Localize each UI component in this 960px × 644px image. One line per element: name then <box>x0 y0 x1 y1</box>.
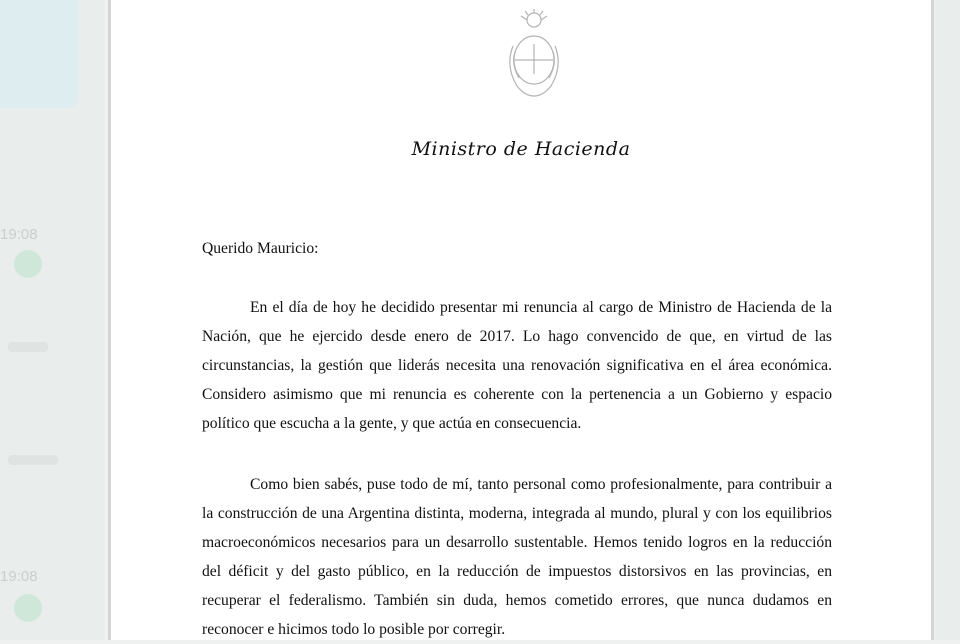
paragraph-text: En el día de hoy he decidido presentar mi renuncia al cargo de Ministro de Hacienda de la Nación, que he ejercido desde enero de 2017. Lo hago convencido de que, en virtud de las circunstancias, la gestión que liderás necesita una renovación significativa en el área económica. Considero asimismo que mi renuncia es coherente con la pertenencia a un Gobierno y espacio político que escucha a la gente, y que actúa en consecuencia. <box>202 299 832 432</box>
background-card <box>0 0 78 108</box>
background-app-panel-right <box>935 0 960 640</box>
paragraph <box>202 470 832 644</box>
coat-of-arms-seal <box>501 6 567 102</box>
letter-page <box>108 0 934 640</box>
background-status-dot <box>14 250 42 278</box>
background-timestamp: 19:08 <box>0 568 38 585</box>
salutation: Querido Mauricio: <box>202 240 319 257</box>
background-timestamp: 19:08 <box>0 226 38 243</box>
paragraph <box>202 293 832 438</box>
background-line <box>8 342 48 352</box>
background-line <box>8 455 58 465</box>
paragraph-text: Como bien sabés, puse todo de mí, tanto personal como profesionalmente, para contribuir a la construcción de una Argentina distinta, moderna, integrada al mundo, plural y con los equilibrios macroeconómicos necesarios para un desarrollo sustentable. Hemos tenido logros en la reducción del déficit y del gasto público, en la reducción de impuestos distorsivos en las provincias, en recuperar el federalismo. También sin duda, hemos cometido errores, que nunca dudamos en reconocer e hicimos todo lo posible por corregir. <box>202 476 832 638</box>
letterhead-title: Ministro de Hacienda <box>411 138 631 160</box>
background-status-dot <box>14 594 42 622</box>
